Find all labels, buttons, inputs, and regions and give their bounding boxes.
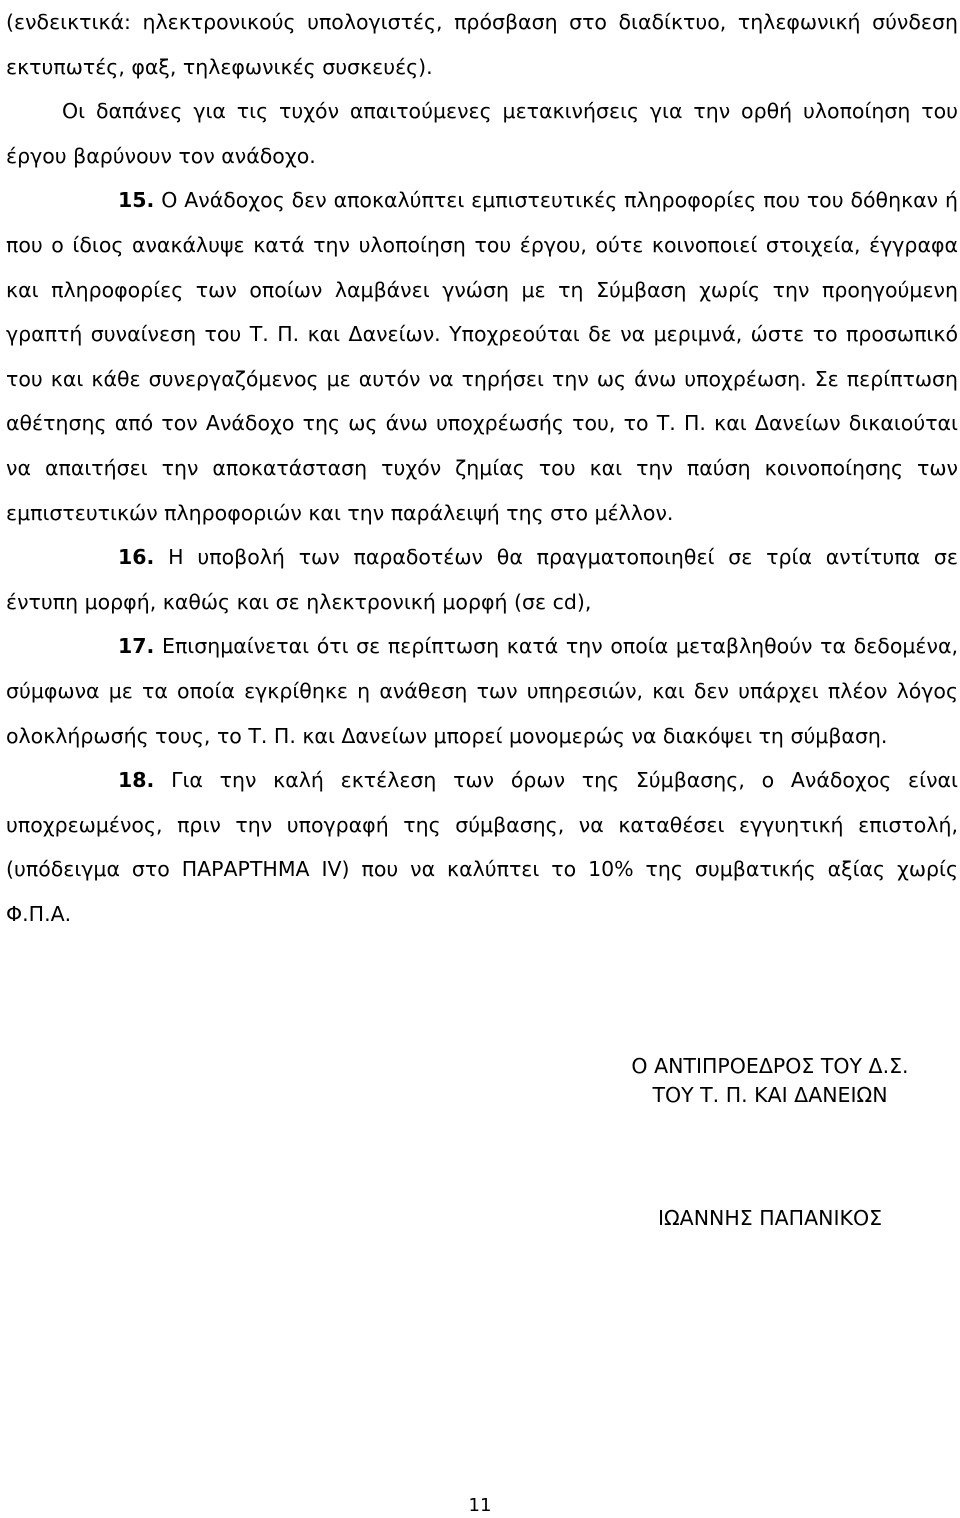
item-18-number: 18. bbox=[118, 768, 155, 793]
item-18 bbox=[6, 758, 958, 936]
signature-title-line1: Ο ΑΝΤΙΠΡΟΕΔΡΟΣ ΤΟΥ Δ.Σ. bbox=[631, 1054, 909, 1078]
item-17 bbox=[6, 624, 958, 758]
signatory-name: ΙΩΑΝΝΗΣ ΠΑΠΑΝΙΚΟΣ bbox=[657, 1206, 883, 1230]
item-15-text: Ο Ανάδοχος δεν αποκαλύπτει εμπιστευτικές πληροφορίες που του δόθηκαν ή που ο ίδιος ανακάλυψε κατά την υλοποίηση του έργου, ούτε κοινοποιεί στοιχεία, έγγραφα και πληροφορίες των οποίων λαμβάνει γνώση με τη Σύμβαση χωρίς την προηγούμενη γραπτή συναίνεση του Τ. Π. και Δανείων. Υποχρεούται δε να μεριμνά, ώστε το προσωπικό του και κάθε συνεργαζόμενος με αυτόν να τηρήσει την ως άνω υποχρέωση. Σε περίπτωση αθέτησης από τον Ανάδοχο της ως άνω υποχρέωσής του, το Τ. Π. και Δανείων δικαιούται να απαιτήσει την αποκατάσταση τυχόν ζημίας του και την παύση κοινοποίησης των εμπιστευτικών πληροφοριών και την παράλειψή της στο μέλλον. bbox=[6, 188, 958, 525]
item-18-text: Για την καλή εκτέλεση των όρων της Σύμβασης, ο Ανάδοχος είναι υποχρεωμένος, πριν την υπογραφή της σύμβασης, να καταθέσει εγγυητική επιστολή, (υπόδειγμα στο ΠΑΡΑΡΤΗΜΑ IV) που να καλύπτει το 10% της συμβατικής αξίας χωρίς Φ.Π.Α. bbox=[6, 768, 958, 926]
item-17-text: Επισημαίνεται ότι σε περίπτωση κατά την οποία μεταβληθούν τα δεδομένα, σύμφωνα με τα οποία εγκρίθηκε η ανάθεση των υπηρεσιών, και δεν υπάρχει πλέον λόγος ολοκλήρωσής τους, το Τ. Π. και Δανείων μπορεί μονομερώς να διακόψει τη σύμβαση. bbox=[6, 634, 958, 748]
item-16 bbox=[6, 535, 958, 624]
item-16-text: Η υποβολή των παραδοτέων θα πραγματοποιηθεί σε τρία αντίτυπα σε έντυπη μορφή, καθώς και σε ηλεκτρονική μορφή (σε cd), bbox=[6, 545, 958, 614]
intro-continuation: (ενδεικτικά: ηλεκτρονικούς υπολογιστές, πρόσβαση στο διαδίκτυο, τηλεφωνική σύνδεση εκτυπωτές, φαξ, τηλεφωνικές συσκευές). bbox=[6, 10, 958, 79]
item-16-number: 16. bbox=[118, 545, 155, 570]
document-page bbox=[6, 0, 958, 936]
signature-title bbox=[600, 1052, 940, 1110]
item-15-number: 15. bbox=[118, 188, 155, 213]
item-15 bbox=[6, 178, 958, 535]
item-17-number: 17. bbox=[118, 634, 155, 659]
page-number: 11 bbox=[468, 1495, 492, 1516]
travel-costs-paragraph: Οι δαπάνες για τις τυχόν απαιτούμενες μετακινήσεις για την ορθή υλοποίηση του έργου βαρύνουν τον ανάδοχο. bbox=[6, 99, 958, 168]
signature-title-line2: ΤΟΥ Τ. Π. ΚΑΙ ΔΑΝΕΙΩΝ bbox=[652, 1083, 888, 1107]
